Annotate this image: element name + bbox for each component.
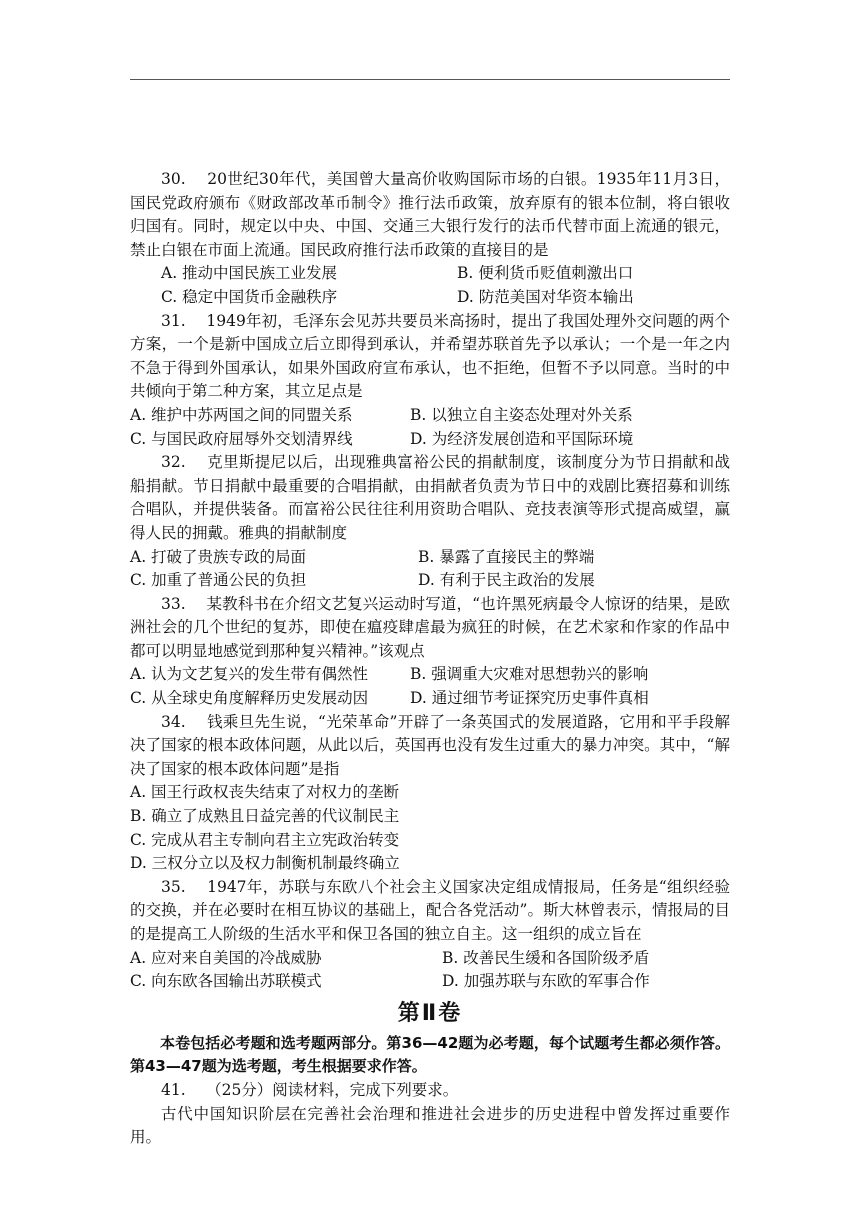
question-32 — [130, 451, 730, 593]
option-b: B. 便利货币贬值刺激出口 — [457, 264, 634, 283]
question-35-stem: 35. 1947年，苏联与东欧八个社会主义国家决定组成情报局，任务是“组织经验的交换，并在必要时在相互协议的基础上，配合各党活动”。斯大林曾表示，情报局的目的是提高工人阶级的生活水平和保卫各国的独立自主。这一组织的成立旨在 — [130, 877, 730, 943]
question-33-stem: 33. 某教科书在介绍文艺复兴运动时写道，“也许黑死病最令人惊讶的结果，是欧洲社会的几个世纪的复苏，即使在瘟疫肆虐最为疯狂的时候，在艺术家和作家的作品中都可以明显地感觉到那种复兴精神。”该观点 — [130, 594, 730, 660]
option-a: A. 应对来自美国的冷战威胁 — [130, 948, 322, 967]
section-2-title: 第Ⅱ卷 — [397, 1000, 463, 1026]
option-a: A. 打破了贵族专政的局面 — [130, 547, 307, 566]
question-31-options-row1 — [130, 404, 730, 428]
question-32-options-row2 — [130, 569, 730, 593]
question-35-options-row2 — [130, 970, 730, 994]
option-d: D. 为经济发展创造和平国际环境 — [410, 429, 634, 448]
question-33-options-row2 — [130, 687, 730, 711]
option-d: D. 通过细节考证探究历史事件真相 — [410, 689, 649, 708]
question-41-material: 古代中国知识阶层在完善社会治理和推进社会进步的历史进程中曾发挥过重要作用。 — [130, 1104, 730, 1147]
option-c: C. 向东欧各国输出苏联模式 — [130, 972, 322, 991]
option-a: A. 认为文艺复兴的发生带有偶然性 — [130, 665, 369, 684]
option-a: A. 维护中苏两国之间的同盟关系 — [130, 405, 353, 424]
option-c: C. 与国民政府屈辱外交划清界线 — [130, 429, 353, 448]
question-34 — [130, 711, 730, 876]
option-c: C. 加重了普通公民的负担 — [130, 571, 307, 590]
page-content — [130, 168, 730, 1150]
question-35-options-row1 — [130, 947, 730, 971]
question-30-options-row2 — [130, 286, 730, 310]
option-a: A. 国王行政权丧失结束了对权力的垄断 — [130, 783, 400, 802]
option-d: D. 三权分立以及权力制衡机制最终确立 — [130, 854, 400, 873]
option-d: D. 加强苏联与东欧的军事合作 — [442, 972, 650, 991]
question-35 — [130, 876, 730, 994]
option-b: B. 改善民生缓和各国阶级矛盾 — [442, 948, 650, 967]
section-2 — [130, 996, 730, 1150]
question-41-header: 41. （25分）阅读材料，完成下列要求。 — [161, 1080, 459, 1099]
question-31 — [130, 310, 730, 452]
question-34-stem: 34. 钱乘旦先生说，“光荣革命”开辟了一条英国式的发展道路，它用和平手段解决了国家的根本政体问题，从此以后，英国再也没有发生过重大的暴力冲突。其中，“解决了国家的根本政体问题”是指 — [130, 712, 730, 778]
question-31-options-row2 — [130, 428, 730, 452]
option-b: B. 暴露了直接民主的弊端 — [418, 547, 595, 566]
option-c: C. 稳定中国货币金融秩序 — [161, 287, 338, 306]
question-30-options-row1 — [130, 262, 730, 286]
header-rule — [130, 79, 730, 80]
option-b: B. 强调重大灾难对思想勃兴的影响 — [410, 665, 649, 684]
option-b: B. 确立了成熟且日益完善的代议制民主 — [130, 807, 400, 826]
option-b: B. 以独立自主姿态处理对外关系 — [410, 405, 633, 424]
option-d: D. 防范美国对华资本输出 — [457, 287, 634, 306]
option-a: A. 推动中国民族工业发展 — [161, 264, 338, 283]
option-d: D. 有利于民主政治的发展 — [418, 571, 595, 590]
option-c: C. 完成从君主专制向君主立宪政治转变 — [130, 830, 400, 849]
question-30-stem: 30. 20世纪30年代，美国曾大量高价收购国际市场的白银。1935年11月3日，国民党政府颁布《财政部改革币制令》推行法币政策，放弃原有的银本位制，将白银收归国有。同时，规定以中央、中国、交通三大银行发行的法币代替市面上流通的银元，禁止白银在市面上流通。国民政府推行法币政策的直接目的是 — [130, 170, 730, 259]
option-c: C. 从全球史角度解释历史发展动因 — [130, 689, 369, 708]
question-33 — [130, 593, 730, 711]
question-30 — [130, 168, 730, 310]
question-31-stem: 31. 1949年初，毛泽东会见苏共要员米高扬时，提出了我国处理外交问题的两个方案，一个是新中国成立后立即得到承认，并希望苏联首先予以承认；一个是一年之内不急于得到外国承认，如果外国政府宣布承认，也不拒绝，但暂不予以同意。当时的中共倾向于第二种方案，其立足点是 — [130, 311, 730, 401]
question-33-options-row1 — [130, 663, 730, 687]
question-32-options-row1 — [130, 546, 730, 570]
section-2-instructions: 本卷包括必考题和选考题两部分。第36—42题为必考题，每个试题考生都必须作答。第43—47题为选考题，考生根据要求作答。 — [130, 1033, 730, 1076]
question-32-stem: 32. 克里斯提尼以后，出现雅典富裕公民的捐献制度，该制度分为节日捐献和战船捐献。节日捐献中最重要的合唱捐献，由捐献者负责为节日中的戏剧比赛招募和训练合唱队，并提供装备。而富裕公民往往利用资助合唱队、竞技表演等形式提高威望，赢得人民的拥戴。雅典的捐献制度 — [130, 453, 730, 542]
